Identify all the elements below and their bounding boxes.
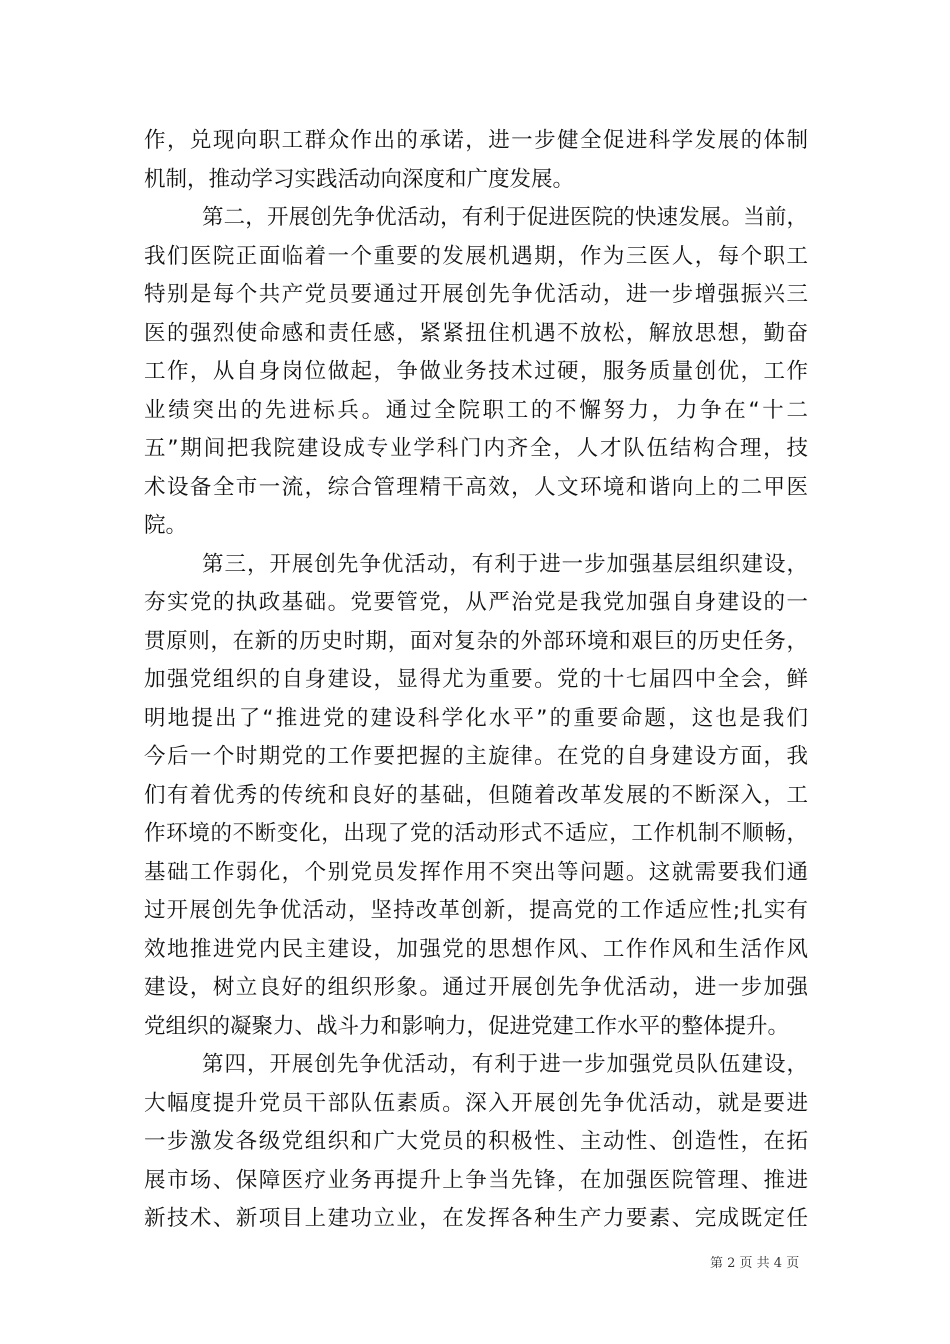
text-line: 贯原则，在新的历史时期，面对复杂的外部环境和艰巨的历史任务，	[144, 628, 808, 654]
text-line: 一步激发各级党组织和广大党员的积极性、主动性、创造性，在拓	[144, 1129, 808, 1154]
text-line: 医的强烈使命感和责任感，紧紧扭住机遇不放松，解放思想，勤奋	[144, 320, 808, 346]
text-line: 我们医院正面临着一个重要的发展机遇期，作为三医人，每个职工	[144, 243, 808, 269]
text-line: 加强党组织的自身建设，显得尤为重要。党的十七届四中全会，鲜	[144, 667, 808, 692]
text-line: 建设，树立良好的组织形象。通过开展创先争优活动，进一步加强	[144, 975, 808, 1000]
text-line: 术设备全市一流，综合管理精干高效，人文环境和谐向上的二甲医	[144, 474, 808, 500]
text-line: 五”期间把我院建设成专业学科门内齐全，人才队伍结构合理，技	[144, 436, 808, 461]
text-line: 基础工作弱化，个别党员发挥作用不突出等问题。这就需要我们通	[144, 859, 808, 885]
text-line: 工作，从自身岗位做起，争做业务技术过硬，服务质量创优，工作	[144, 359, 808, 384]
text-line: 明地提出了“推进党的建设科学化水平”的重要命题，这也是我们	[144, 705, 808, 731]
text-line: 院。	[144, 513, 188, 538]
text-line: 新技术、新项目上建功立业，在发挥各种生产力要素、完成既定任	[144, 1206, 808, 1231]
text-line: 效地推进党内民主建设，加强党的思想作风、工作作风和生活作风	[144, 936, 808, 962]
text-line: 作环境的不断变化，出现了党的活动形式不适应，工作机制不顺畅，	[144, 821, 808, 846]
text-line: 过开展创先争优活动，坚持改革创新，提高党的工作适应性;扎实有	[144, 898, 808, 923]
text-line: 特别是每个共产党员要通过开展创先争优活动，进一步增强振兴三	[144, 282, 808, 307]
text-line: 第三，开展创先争优活动，有利于进一步加强基层组织建设，	[202, 551, 808, 577]
text-line: 夯实党的执政基础。党要管党，从严治党是我党加强自身建设的一	[144, 590, 808, 615]
text-line: 们有着优秀的传统和良好的基础，但随着改革发展的不断深入，工	[144, 782, 808, 808]
text-line: 第四，开展创先争优活动，有利于进一步加强党员队伍建设，	[202, 1052, 808, 1077]
text-line: 今后一个时期党的工作要把握的主旋律。在党的自身建设方面，我	[144, 744, 808, 769]
text-line: 展市场、保障医疗业务再提升上争当先锋，在加强医院管理、推进	[144, 1167, 808, 1193]
text-line: 第二，开展创先争优活动，有利于促进医院的快速发展。当前，	[202, 205, 808, 230]
page-number: 第 2 页 共 4 页	[710, 1256, 800, 1271]
text-line: 大幅度提升党员干部队伍素质。深入开展创先争优活动，就是要进	[144, 1090, 808, 1116]
text-line: 业绩突出的先进标兵。通过全院职工的不懈努力，力争在“十二	[144, 397, 808, 423]
text-line: 作，兑现向职工群众作出的承诺，进一步健全促进科学发展的体制	[144, 128, 808, 153]
text-line: 机制，推动学习实践活动向深度和广度发展。	[144, 166, 575, 192]
document-body	[144, 122, 808, 1239]
text-line: 党组织的凝聚力、战斗力和影响力，促进党建工作水平的整体提升。	[144, 1013, 790, 1039]
